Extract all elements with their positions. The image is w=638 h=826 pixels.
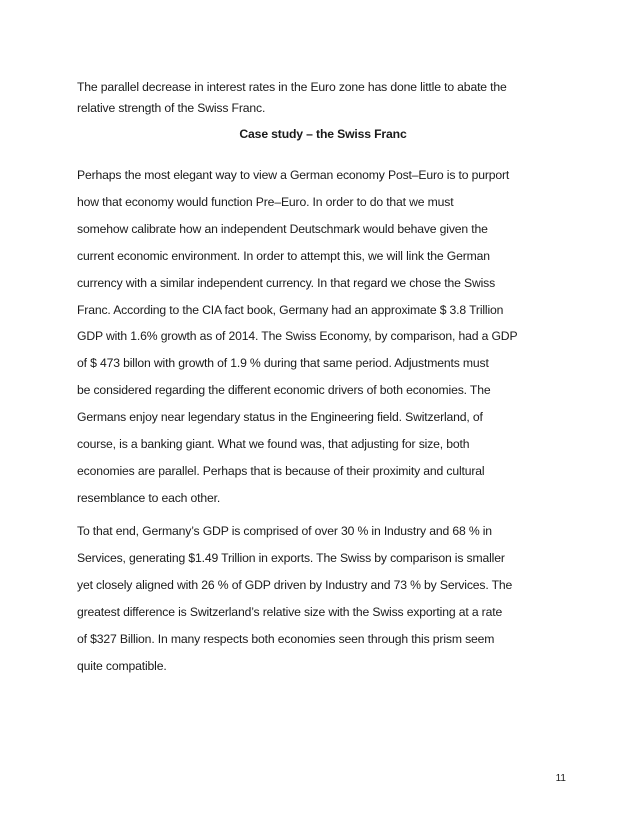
- paragraph-case-study: [77, 162, 569, 512]
- paragraph-intro: [77, 77, 569, 119]
- page-number: 11: [555, 773, 566, 784]
- paragraph-line: currency with a similar independent currency. In that regard we chose the Swiss: [77, 275, 496, 290]
- paragraph-line: current economic environment. In order to attempt this, we will link the German: [77, 248, 490, 263]
- paragraph-line: of $327 Billion. In many respects both economies seen through this prism seem: [77, 631, 495, 646]
- paragraph-line: Germans enjoy near legendary status in the Engineering field. Switzerland, of: [77, 410, 483, 425]
- paragraph-line: Services, generating $1.49 Trillion in exports. The Swiss by comparison is smaller: [77, 550, 505, 565]
- paragraph-gdp-comparison: [77, 518, 569, 679]
- paragraph-line: Franc. According to the CIA fact book, Germany had an approximate $ 3.8 Trillion: [77, 302, 504, 317]
- section-heading: Case study – the Swiss Franc: [239, 127, 407, 141]
- paragraph-line: Perhaps the most elegant way to view a German economy Post–Euro is to purport: [77, 168, 510, 182]
- paragraph-line: be considered regarding the different economic drivers of both economies. The: [77, 383, 491, 398]
- paragraph-line: quite compatible.: [77, 658, 167, 673]
- paragraph-line: somehow calibrate how an independent Deutschmark would behave given the: [77, 221, 488, 236]
- paragraph-line: yet closely aligned with 26 % of GDP driven by Industry and 73 % by Services. The: [77, 577, 513, 592]
- paragraph-line: relative strength of the Swiss Franc.: [77, 101, 266, 115]
- paragraph-line: of $ 473 billon with growth of 1.9 % during that same period. Adjustments must: [77, 356, 489, 371]
- paragraph-line: course, is a banking giant. What we found was, that adjusting for size, both: [77, 437, 470, 452]
- paragraph-line: greatest difference is Switzerland’s relative size with the Swiss exporting at a rate: [77, 604, 503, 619]
- paragraph-line: The parallel decrease in interest rates in the Euro zone has done little to abate the: [77, 80, 507, 94]
- paragraph-line: GDP with 1.6% growth as of 2014. The Swiss Economy, by comparison, had a GDP: [77, 329, 518, 344]
- paragraph-line: how that economy would function Pre–Euro. In order to do that we must: [77, 194, 454, 209]
- paragraph-line: resemblance to each other.: [77, 490, 221, 505]
- paragraph-line: To that end, Germany’s GDP is comprised of over 30 % in Industry and 68 % in: [77, 524, 492, 538]
- paragraph-line: economies are parallel. Perhaps that is because of their proximity and cultural: [77, 463, 485, 478]
